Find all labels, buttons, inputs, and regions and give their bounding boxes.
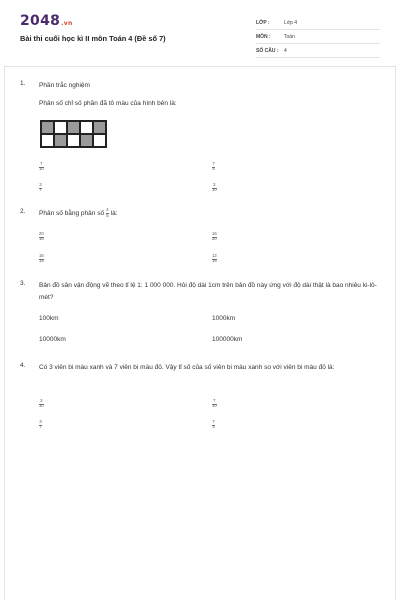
question-text: Phần trắc nghiệm: [39, 82, 90, 89]
question-2: [20, 208, 380, 268]
answer-option-b[interactable]: [212, 162, 215, 172]
grid-cell-empty: [93, 134, 106, 147]
question-subtext: Phân số chỉ số phần đã tô màu của hình bên là:: [39, 100, 177, 107]
question-number: 4.: [20, 362, 26, 369]
answer-option-d[interactable]: [212, 420, 215, 430]
answer-option-c[interactable]: [39, 183, 42, 193]
logo-sub-text: .vn: [61, 20, 73, 27]
answer-option-a[interactable]: 100km: [39, 315, 59, 322]
meta-subject-row: [256, 32, 380, 44]
fraction: $\frac{3}{7}$: [39, 419, 42, 430]
answer-option-a[interactable]: [39, 162, 44, 172]
answer-option-d[interactable]: [212, 254, 217, 264]
fraction: $\frac{16}{20}$: [212, 231, 217, 242]
fraction: $\frac{3}{10}$: [212, 182, 217, 193]
question-number: 1.: [20, 80, 26, 87]
answer-option-a[interactable]: [39, 232, 44, 242]
answer-option-a[interactable]: [39, 399, 44, 409]
question-4: [20, 362, 380, 442]
fraction: $\frac{7}{10}$: [212, 398, 217, 409]
answer-option-c[interactable]: [39, 254, 44, 264]
meta-count-value: 4: [284, 48, 287, 54]
site-logo[interactable]: [20, 13, 73, 29]
fraction: $\frac{7}{3}$: [212, 419, 215, 430]
answer-option-b[interactable]: 1000km: [212, 315, 236, 322]
question-number: 3.: [20, 280, 26, 287]
meta-count-key: SỐ CÂU :: [256, 48, 279, 54]
question-3: [20, 280, 380, 350]
fraction: $\frac{3}{10}$: [39, 398, 44, 409]
fraction: $\frac{4}{5}$: [106, 207, 109, 218]
answer-option-c[interactable]: 10000km: [39, 336, 66, 343]
page-header: [0, 0, 400, 66]
grid-cell-empty: [54, 121, 67, 134]
fraction: $\frac{7}{10}$: [39, 161, 44, 172]
grid-cell-shaded: [80, 134, 93, 147]
meta-class-row: [256, 18, 380, 30]
logo-main-text: 2048: [20, 13, 61, 29]
fraction: $\frac{12}{16}$: [212, 253, 217, 264]
grid-cell-shaded: [93, 121, 106, 134]
question-number: 2.: [20, 208, 26, 215]
fraction: $\frac{3}{7}$: [39, 182, 42, 193]
grid-cell-shaded: [54, 134, 67, 147]
fraction: $\frac{20}{16}$: [39, 231, 44, 242]
answer-option-b[interactable]: [212, 399, 217, 409]
meta-subject-value: Toán: [284, 34, 295, 40]
meta-class-value: Lớp 4: [284, 20, 298, 26]
grid-cell-empty: [80, 121, 93, 134]
meta-class-key: LỚP :: [256, 20, 270, 26]
grid-cell-shaded: [67, 121, 80, 134]
grid-cell-empty: [67, 134, 80, 147]
grid-cell-shaded: [41, 121, 54, 134]
answer-option-b[interactable]: [212, 232, 217, 242]
fraction: $\frac{7}{5}$: [212, 161, 215, 172]
grid-cell-empty: [41, 134, 54, 147]
question-1: [20, 80, 380, 200]
question-text: Có 3 viên bi màu xanh và 7 viên bi màu đỏ. Vậy tỉ số của số viên bi màu xanh so với viên bi màu đỏ là:: [39, 364, 335, 371]
answer-option-c[interactable]: [39, 420, 42, 430]
meta-subject-key: MÔN :: [256, 34, 271, 40]
answer-option-d[interactable]: [212, 183, 217, 193]
question-text: Phân số bằng phân số $\frac{4}{5}$ là:: [39, 207, 118, 218]
question-text: Bản đồ sân vận động vẽ theo tỉ lệ 1: 1 000 000. Hỏi độ dài 1cm trên bản đồ này ứng với độ dài thật là bao nhiêu ki-lô-mét?: [39, 282, 377, 301]
fraction: $\frac{16}{15}$: [39, 253, 44, 264]
answer-option-d[interactable]: 100000km: [212, 336, 243, 343]
meta-count-row: [256, 46, 380, 58]
shaded-fraction-figure: [40, 120, 107, 148]
exam-title: Bài thi cuối học kì II môn Toán 4 (Đề số 7): [20, 34, 166, 43]
